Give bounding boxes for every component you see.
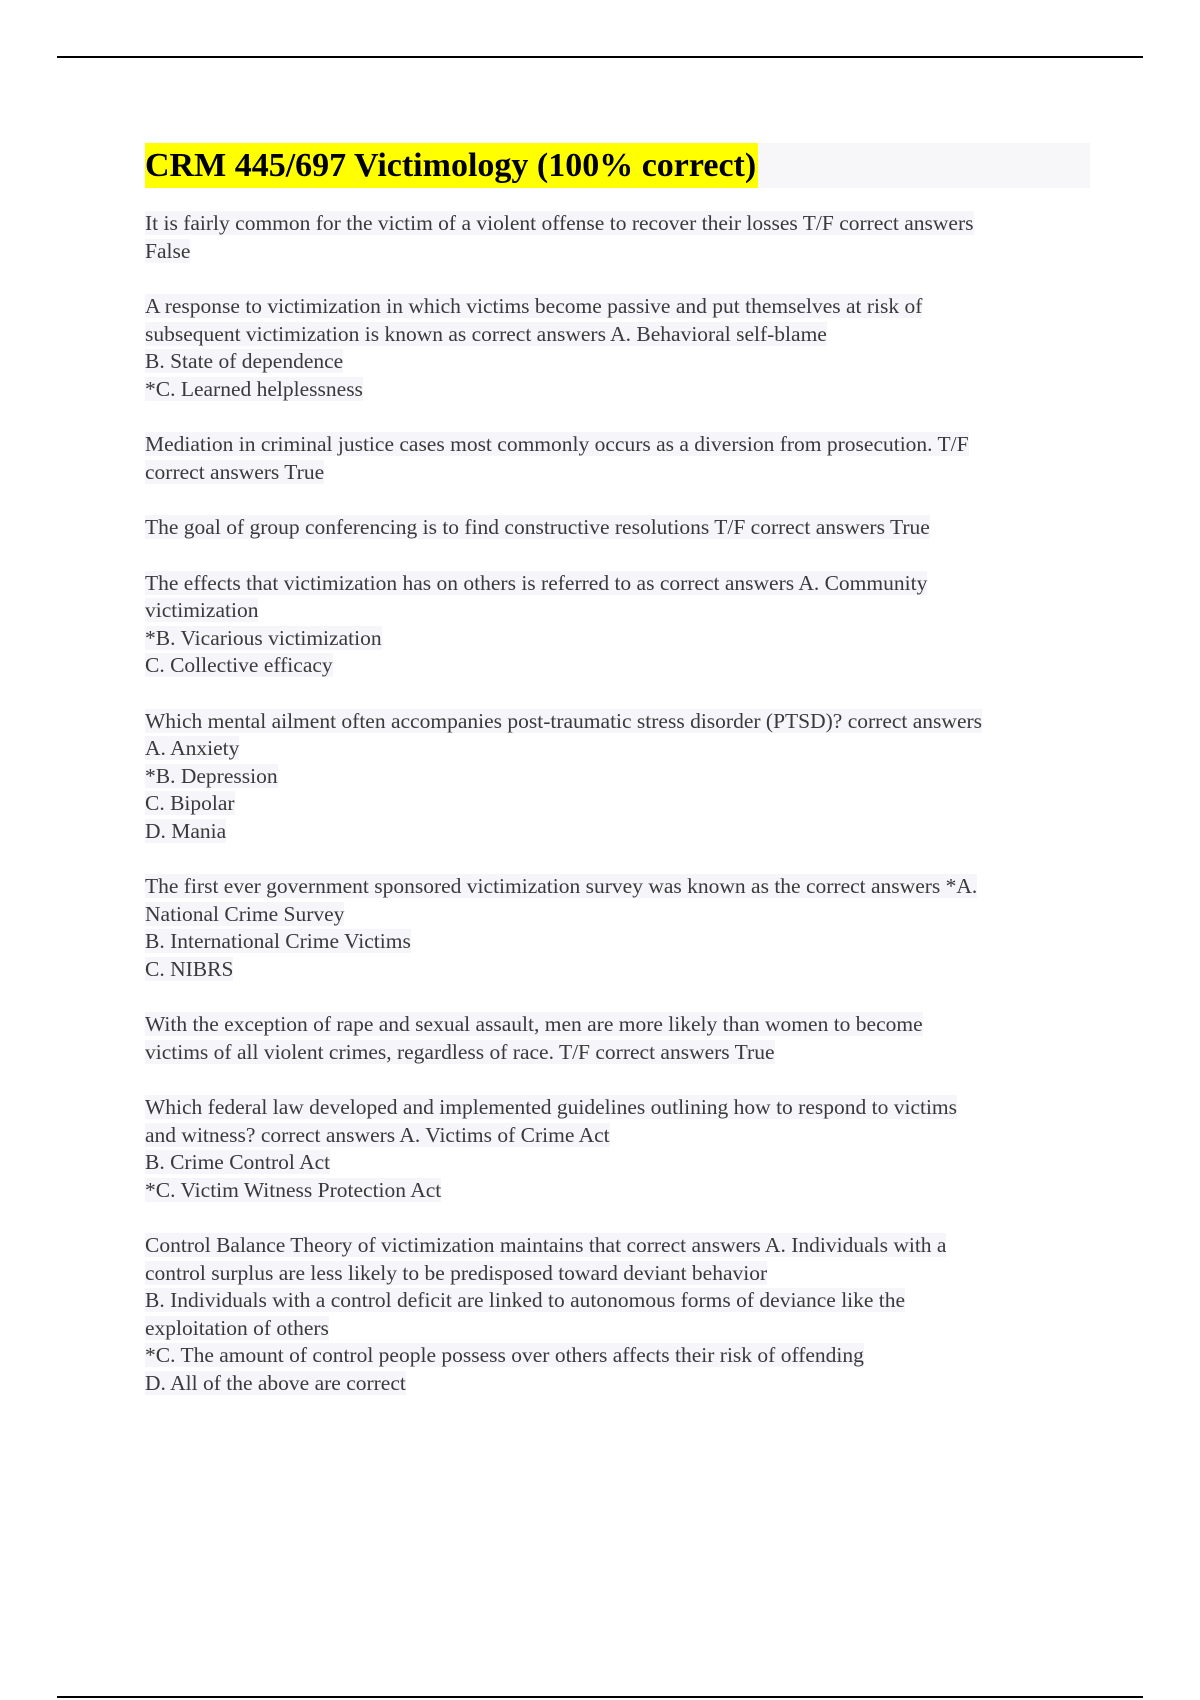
question-line bbox=[145, 901, 1090, 929]
question-line-text: and witness? correct answers A. Victims of Crime Act bbox=[145, 1122, 610, 1147]
question-line bbox=[145, 514, 1090, 542]
question-line bbox=[145, 763, 1090, 791]
question-line-text: The goal of group conferencing is to find constructive resolutions T/F correct answers True bbox=[145, 515, 930, 539]
question-block bbox=[145, 708, 1090, 846]
question-line-text: C. Collective efficacy bbox=[145, 653, 333, 677]
question-line bbox=[145, 1232, 1090, 1260]
question-line bbox=[145, 708, 1090, 736]
question-line-text: Control Balance Theory of victimization maintains that correct answers A. Individuals with a bbox=[145, 1233, 947, 1257]
question-line-text: exploitation of others bbox=[145, 1315, 329, 1340]
question-line-text: control surplus are less likely to be predisposed toward deviant behavior bbox=[145, 1260, 768, 1285]
question-line bbox=[145, 597, 1090, 625]
question-line bbox=[145, 735, 1090, 763]
question-line-text: Which mental ailment often accompanies post-traumatic stress disorder (PTSD)? correct answers bbox=[145, 708, 983, 733]
question-line bbox=[145, 625, 1090, 653]
question-line bbox=[145, 1287, 1090, 1315]
question-line-text: B. Crime Control Act bbox=[145, 1150, 331, 1174]
question-block bbox=[145, 873, 1090, 983]
document-body bbox=[145, 143, 1090, 1425]
question-line bbox=[145, 818, 1090, 846]
question-line bbox=[145, 459, 1090, 487]
question-line-text: B. International Crime Victims bbox=[145, 929, 411, 953]
question-line bbox=[145, 1039, 1090, 1067]
question-block bbox=[145, 570, 1090, 680]
question-line bbox=[145, 210, 1090, 238]
question-line bbox=[145, 376, 1090, 404]
question-block bbox=[145, 210, 1090, 265]
question-line bbox=[145, 928, 1090, 956]
question-line-text: subsequent victimization is known as correct answers A. Behavioral self-blame bbox=[145, 321, 827, 346]
question-line-text: National Crime Survey bbox=[145, 901, 345, 926]
top-rule bbox=[57, 56, 1143, 58]
question-line-text: With the exception of rape and sexual assault, men are more likely than women to become bbox=[145, 1012, 923, 1036]
question-line bbox=[145, 238, 1090, 266]
bottom-rule bbox=[57, 1696, 1143, 1698]
question-line bbox=[145, 431, 1090, 459]
document-title: CRM 445/697 Victimology (100% correct) bbox=[145, 143, 758, 188]
question-line-text: *B. Vicarious victimization bbox=[145, 625, 382, 650]
question-line bbox=[145, 1342, 1090, 1370]
question-line-text: D. Mania bbox=[145, 818, 227, 843]
question-line-text: A response to victimization in which victims become passive and put themselves at risk of bbox=[145, 294, 923, 318]
question-block bbox=[145, 1094, 1090, 1204]
question-list bbox=[145, 210, 1090, 1397]
question-line bbox=[145, 1122, 1090, 1150]
question-line-text: victimization bbox=[145, 598, 259, 622]
question-line-text: *C. Victim Witness Protection Act bbox=[145, 1177, 442, 1202]
question-line-text: C. Bipolar bbox=[145, 791, 235, 815]
question-block bbox=[145, 1011, 1090, 1066]
question-line bbox=[145, 1094, 1090, 1122]
question-line bbox=[145, 293, 1090, 321]
question-line-text: *B. Depression bbox=[145, 763, 278, 788]
question-line-text: It is fairly common for the victim of a violent offense to recover their losses T/F correct answers bbox=[145, 211, 974, 235]
question-block bbox=[145, 1232, 1090, 1397]
question-line bbox=[145, 956, 1090, 984]
question-line bbox=[145, 790, 1090, 818]
question-line-text: A. Anxiety bbox=[145, 736, 240, 760]
question-line bbox=[145, 570, 1090, 598]
question-line bbox=[145, 1177, 1090, 1205]
question-line-text: The first ever government sponsored victimization survey was known as the correct answers *A. bbox=[145, 874, 978, 898]
question-line-text: C. NIBRS bbox=[145, 956, 234, 981]
question-line bbox=[145, 1315, 1090, 1343]
question-line bbox=[145, 873, 1090, 901]
question-line-text: victims of all violent crimes, regardless of race. T/F correct answers True bbox=[145, 1039, 775, 1064]
question-block bbox=[145, 514, 1090, 542]
question-line-text: The effects that victimization has on others is referred to as correct answers A. Community bbox=[145, 570, 928, 595]
question-line-text: *C. Learned helplessness bbox=[145, 376, 363, 401]
question-block bbox=[145, 293, 1090, 403]
question-line bbox=[145, 1260, 1090, 1288]
question-line-text: Mediation in criminal justice cases most commonly occurs as a diversion from prosecution. T/F bbox=[145, 432, 969, 456]
title-band bbox=[145, 143, 1090, 188]
question-line-text: B. State of dependence bbox=[145, 349, 344, 373]
question-line bbox=[145, 348, 1090, 376]
question-line bbox=[145, 1149, 1090, 1177]
question-line bbox=[145, 1011, 1090, 1039]
question-line-text: Which federal law developed and implemented guidelines outlining how to respond to victims bbox=[145, 1095, 958, 1119]
question-line-text: *C. The amount of control people possess over others affects their risk of offending bbox=[145, 1343, 864, 1367]
question-line bbox=[145, 1370, 1090, 1398]
question-line-text: D. All of the above are correct bbox=[145, 1370, 406, 1395]
question-line bbox=[145, 321, 1090, 349]
question-line bbox=[145, 652, 1090, 680]
question-line-text: B. Individuals with a control deficit are linked to autonomous forms of deviance like the bbox=[145, 1288, 906, 1312]
question-line-text: False bbox=[145, 238, 191, 263]
question-block bbox=[145, 431, 1090, 486]
question-line-text: correct answers True bbox=[145, 459, 325, 484]
